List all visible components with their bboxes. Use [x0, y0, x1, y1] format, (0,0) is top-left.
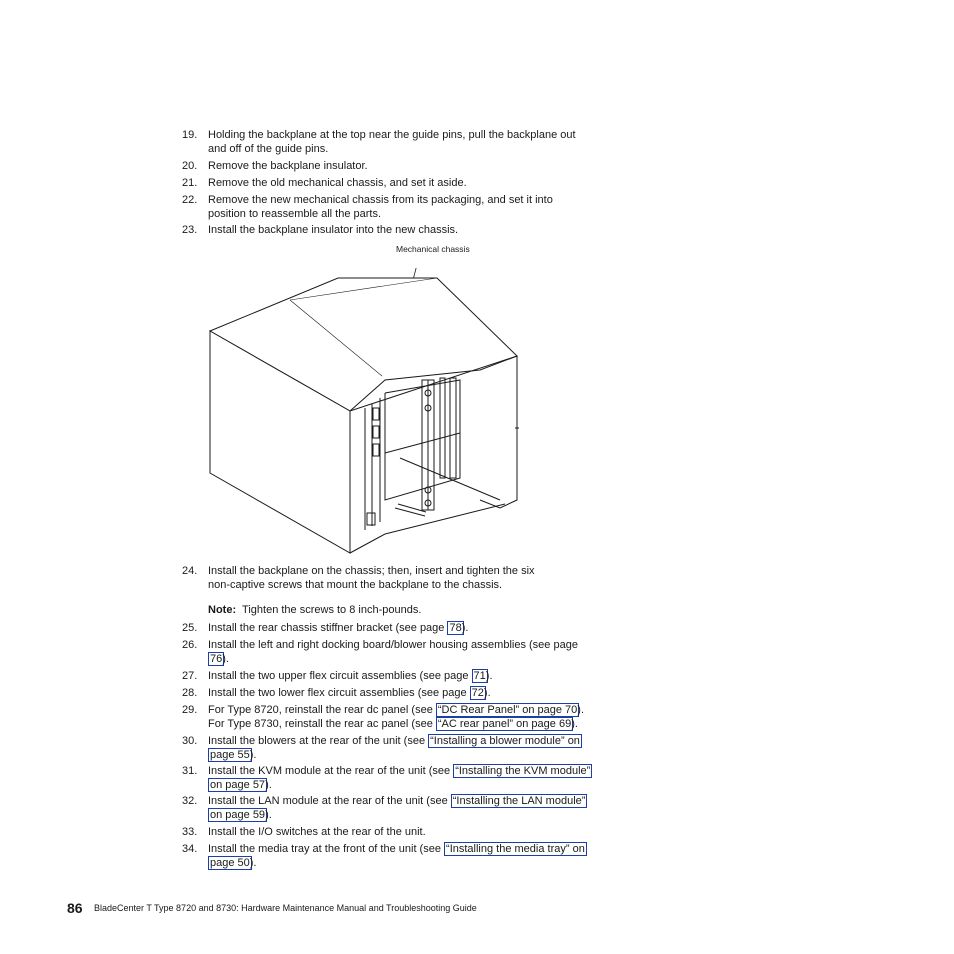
step-number: 31. [182, 765, 198, 777]
note-text: Tighten the screws to 8 inch-pounds. [242, 604, 422, 616]
step-text: Install the I/O switches at the rear of the unit. [208, 826, 426, 838]
page-link[interactable]: 72 [471, 687, 484, 699]
step-number: 22. [182, 194, 198, 206]
step-number: 34. [182, 843, 198, 855]
step-number: 24. [182, 565, 198, 577]
step-text: Install the rear chassis stiffner bracket (see page [208, 622, 448, 634]
step-number: 32. [182, 795, 198, 807]
step-number: 27. [182, 670, 198, 682]
step-number: 33. [182, 826, 198, 838]
kvm-module-link-page[interactable]: on page 57 [210, 779, 266, 791]
note-label: Note: [208, 604, 237, 616]
step-number: 21. [182, 177, 198, 189]
step-text-end: ). [265, 779, 272, 791]
step-text: Install the KVM module at the rear of the unit (see [208, 765, 454, 777]
figure-callout-label: Mechanical chassis [396, 244, 470, 254]
step-text: Install the two upper flex circuit assemblies (see page [208, 670, 472, 682]
step-text: Install the media tray at the front of the unit (see [208, 843, 445, 855]
kvm-module-link[interactable]: “Installing the KVM module” [455, 765, 591, 777]
note [208, 603, 421, 617]
step-text-end: ). [222, 653, 229, 665]
step-text: non-captive screws that mount the backplane to the chassis. [208, 579, 503, 591]
step-text: Remove the new mechanical chassis from its packaging, and set it into [208, 194, 553, 206]
step-text: Install the blowers at the rear of the unit (see [208, 735, 429, 747]
page-link[interactable]: 71 [473, 670, 486, 682]
step-text-end: ). [461, 622, 469, 634]
step-text-end: ). [265, 809, 272, 821]
step-number: 23. [182, 224, 198, 236]
step-text-end: ). [249, 749, 257, 761]
step-number: 28. [182, 687, 198, 699]
step-number: 26. [182, 639, 198, 651]
page-link[interactable]: 78 [449, 622, 462, 634]
step-text: Install the LAN module at the rear of the unit (see [208, 795, 451, 807]
step-text: Remove the backplane insulator. [208, 160, 368, 172]
media-tray-link[interactable]: “Installing the media tray” on [446, 843, 585, 855]
step-number: 25. [182, 622, 198, 634]
step-number: 29. [182, 704, 198, 716]
footer-title: BladeCenter T Type 8720 and 8730: Hardware Maintenance Manual and Troubleshooting Guide [94, 903, 477, 913]
page-link[interactable]: 76 [210, 653, 223, 665]
ac-rear-panel-link[interactable]: “AC rear panel” on page 69 [437, 718, 572, 730]
step-number: 30. [182, 735, 198, 747]
step-text: Install the backplane on the chassis; then, insert and tighten the six [208, 565, 535, 577]
step-text: For Type 8730, reinstall the rear ac panel (see [208, 718, 436, 730]
mechanical-chassis-illustration [200, 268, 530, 558]
step-text-end: ). [483, 687, 491, 699]
step-number: 19. [182, 129, 198, 141]
step-text-end: ). [577, 704, 585, 716]
dc-rear-panel-link[interactable]: “DC Rear Panel” on page 70 [437, 704, 578, 716]
step-text: Install the left and right docking board/blower housing assemblies (see page [208, 639, 578, 651]
lan-module-link[interactable]: “Installing the LAN module” [452, 795, 586, 807]
step-text-end: ). [571, 718, 578, 730]
step-text: Install the backplane insulator into the new chassis. [208, 224, 459, 236]
step-text: Holding the backplane at the top near the guide pins, pull the backplane out [208, 129, 576, 141]
step-text: Install the two lower flex circuit assemblies (see page [208, 687, 470, 699]
step-text: and off of the guide pins. [208, 143, 329, 155]
step-text-end: ). [485, 670, 493, 682]
step-text-end: ). [249, 857, 257, 869]
blower-module-link[interactable]: “Installing a blower module” on [430, 735, 580, 747]
blower-module-link-page[interactable]: page 55 [210, 749, 250, 761]
media-tray-link-page[interactable]: page 50 [210, 857, 250, 869]
step-text: position to reassemble all the parts. [208, 208, 382, 220]
lan-module-link-page[interactable]: on page 59 [210, 809, 266, 821]
step-text: Remove the old mechanical chassis, and set it aside. [208, 177, 467, 189]
step-number: 20. [182, 160, 198, 172]
page-number: 86 [67, 900, 83, 916]
step-text: For Type 8720, reinstall the rear dc panel (see [208, 704, 436, 716]
